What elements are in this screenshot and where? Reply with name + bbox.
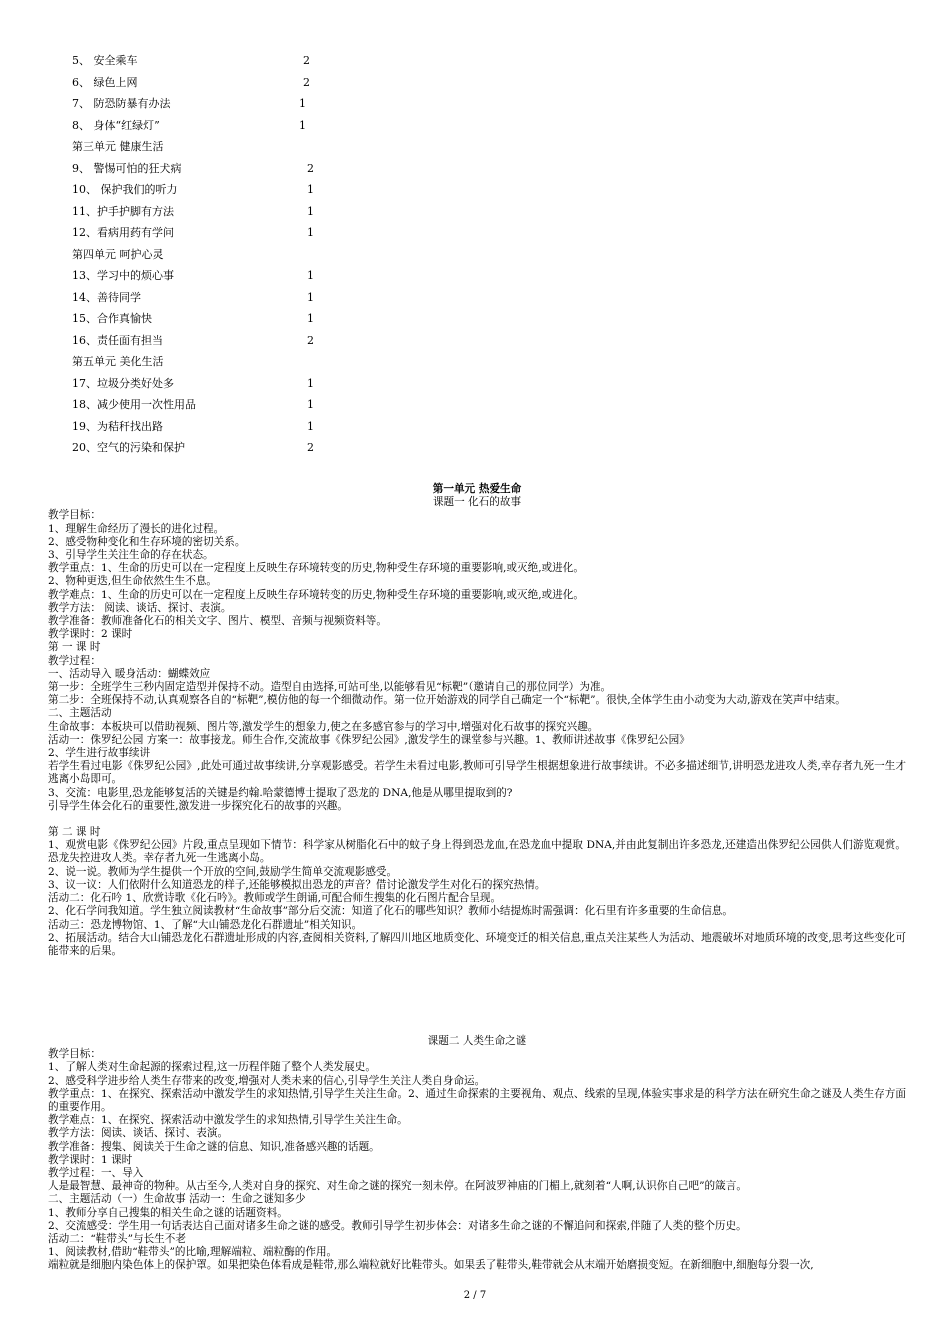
text-line: 第 二 课 时 bbox=[48, 826, 101, 839]
toc-item bbox=[72, 118, 372, 140]
toc-item bbox=[72, 182, 372, 204]
toc-item-title: 8、 身体“红绿灯” bbox=[72, 118, 160, 132]
text-line: 3、交流：电影里,恐龙能够复活的关键是约翰.哈蒙德博士提取了恐龙的 DNA,他是从哪里提取到的? bbox=[48, 786, 513, 799]
toc-item bbox=[72, 419, 372, 441]
text-line: 2、说一说。教师为学生提供一个开放的空间,鼓励学生简单交流观影感受。 bbox=[48, 865, 398, 878]
toc-item-hours: 1 bbox=[307, 226, 314, 239]
lesson-two-section bbox=[48, 1035, 906, 1273]
page-number: 2 / 7 bbox=[463, 1290, 487, 1301]
text-line: 2、学生进行故事续讲 bbox=[48, 747, 151, 760]
toc-item-title: 17、垃圾分类好处多 bbox=[72, 376, 174, 390]
toc-item bbox=[72, 53, 372, 75]
text-line: 教学重点：1、在探究、探索活动中激发学生的求知热情,引导学生关注生命。2、通过生命探索的主要视角、观点、线索的呈现,体验实事求是的科学方法在研究生命之谜及人类生存方面的重要作用。 bbox=[48, 1087, 906, 1114]
text-line: 引导学生体会化石的重要性,激发进一步探究化石的故事的兴趣。 bbox=[48, 799, 348, 812]
toc-item-title: 第五单元 美化生活 bbox=[72, 355, 164, 368]
text-line: 教学准备：教师准备化石的相关文字、图片、模型、音频与视频资料等。 bbox=[48, 615, 387, 628]
toc-item-hours: 2 bbox=[303, 75, 310, 89]
text-line: 2、感受科学进步给人类生存带来的改变,增强对人类未来的信心,引导学生关注人类自身命运。 bbox=[48, 1074, 486, 1087]
toc-item bbox=[72, 161, 372, 183]
toc-item-hours: 1 bbox=[307, 398, 314, 411]
lesson-one-part-two bbox=[48, 826, 906, 958]
text-line: 二、主题活动 bbox=[48, 707, 112, 720]
toc-item-title: 第三单元 健康生活 bbox=[72, 140, 164, 153]
toc-item-hours: 2 bbox=[307, 333, 314, 347]
text-line: 教学难点：1、在探究、探索活动中激发学生的求知热情,引导学生关注生命。 bbox=[48, 1114, 408, 1127]
toc-item bbox=[72, 354, 372, 376]
toc-item-hours: 1 bbox=[307, 376, 314, 390]
text-line: 第一步：全班学生三秒内固定造型并保持不动。造型自由选择,可站可坐,以能够看见“标靶”（邀请自己的那位同学）为准。 bbox=[48, 681, 612, 694]
text-line: 2、交流感受：学生用一句话表达自己面对诸多生命之谜的感受。教师引导学生初步体会：对诸多生命之谜的不懈追问和探索,伴随了人类的整个历史。 bbox=[48, 1219, 747, 1232]
toc-item-title: 10、 保护我们的听力 bbox=[72, 183, 178, 196]
toc-item-title: 7、 防恐防暴有办法 bbox=[72, 97, 171, 110]
toc-item bbox=[72, 440, 372, 462]
toc-item-title: 14、善待同学 bbox=[72, 290, 141, 304]
text-line: 教学方法：阅读、谈话、探讨、表演。 bbox=[48, 1127, 229, 1140]
lesson-two-title: 课题二 人类生命之谜 bbox=[427, 1035, 527, 1047]
lesson-two-body bbox=[48, 1048, 906, 1272]
toc-item-hours: 1 bbox=[307, 204, 314, 218]
toc-item-hours: 1 bbox=[307, 419, 314, 433]
text-line: 教学目标： bbox=[48, 509, 101, 522]
text-line: 1、理解生命经历了漫长的进化过程。 bbox=[48, 522, 225, 535]
text-line: 2、物种更迭,但生命依然生生不息。 bbox=[48, 575, 218, 588]
text-line: 活动二：“鞋带头”与长生不老 bbox=[48, 1233, 186, 1246]
text-line: 教学准备：搜集、阅读关于生命之谜的信息、知识,准备感兴趣的话题。 bbox=[48, 1140, 380, 1153]
toc-item-hours: 1 bbox=[307, 183, 314, 196]
text-line: 教学过程：一、导入 bbox=[48, 1167, 144, 1180]
text-line: 1、观赏电影《侏罗纪公园》片段,重点呈现如下情节：科学家从树脂化石中的蚊子身上得到恐龙血,在恐龙血中提取 DNA,并由此复制出许多恐龙,还建造出侏罗纪公园供人们游览观赏。恐龙失控进攻人类。幸存者九死一生逃离小岛。 bbox=[48, 839, 906, 865]
text-line: 第 一 课 时 bbox=[48, 641, 101, 654]
toc-item bbox=[72, 247, 372, 269]
lesson-one-part-one bbox=[48, 509, 906, 813]
text-line: 1、阅读教材,借助“鞋带头”的比喻,理解端粒、端粒酶的作用。 bbox=[48, 1246, 338, 1259]
text-line: 活动二：化石吟 1、欣赏诗歌《化石吟》。教师或学生朗诵,可配合师生搜集的化石图片配合呈现。 bbox=[48, 892, 502, 905]
toc-item-title: 第四单元 呵护心灵 bbox=[72, 247, 164, 261]
toc-item bbox=[72, 75, 372, 97]
toc-item-hours: 2 bbox=[303, 54, 310, 67]
toc-item bbox=[72, 333, 372, 355]
toc-item-title: 11、护手护脚有方法 bbox=[72, 204, 174, 218]
text-line: 第二步：全班保持不动,认真观察各自的“标靶”,模仿他的每一个细微动作。第一位开始游戏的同学自己确定一个“标靶”。很快,全体学生由小动变为大动,游戏在笑声中结束。 bbox=[48, 694, 846, 707]
unit-title: 第一单元 热爱生命 bbox=[432, 483, 522, 495]
text-line: 2、感受物种变化和生存环境的密切关系。 bbox=[48, 535, 246, 548]
toc-item-hours: 1 bbox=[307, 290, 314, 304]
toc-item-title: 20、空气的污染和保护 bbox=[72, 441, 185, 454]
text-line: 2、化石学问我知道。学生独立阅读教材“生命故事”部分后交流：知道了化石的哪些知识？教师小结提炼时需强调：化石里有许多重要的生命信息。 bbox=[48, 905, 733, 918]
text-line: 生命故事：本板块可以借助视频、图片等,激发学生的想象力,使之在多感官参与的学习中,增强对化石故事的探究兴趣。 bbox=[48, 720, 599, 733]
toc-item bbox=[72, 139, 372, 161]
toc-item-hours: 1 bbox=[307, 312, 314, 325]
text-line: 教学重点：1、生命的历史可以在一定程度上反映生存环境转变的历史,物种受生存环境的重要影响,或灭绝,或进化。 bbox=[48, 562, 584, 575]
toc-list bbox=[72, 53, 372, 462]
toc-item-title: 9、 警惕可怕的狂犬病 bbox=[72, 161, 182, 175]
text-line: 活动三：恐龙博物馆、1、了解“大山铺恐龙化石群遗址”相关知识。 bbox=[48, 918, 363, 931]
text-line: 教学目标： bbox=[48, 1048, 101, 1061]
text-line: 教学方法： 阅读、谈话、探讨、表演。 bbox=[48, 601, 232, 614]
toc-item-hours: 2 bbox=[307, 161, 314, 175]
toc-item bbox=[72, 268, 372, 290]
toc-item bbox=[72, 225, 372, 247]
toc-item-title: 16、责任面有担当 bbox=[72, 333, 163, 347]
toc-item-hours: 2 bbox=[307, 441, 314, 454]
text-line: 1、了解人类对生命起源的探索过程,这一历程伴随了整个人类发展史。 bbox=[48, 1061, 376, 1074]
lesson-one-title: 课题一 化石的故事 bbox=[432, 496, 522, 509]
text-line: 一、活动导入 暖身活动：蝴蝶效应 bbox=[48, 667, 211, 680]
text-line: 端粒就是细胞内染色体上的保护罩。如果把染色体看成是鞋带,那么端粒就好比鞋带头。如果丢了鞋带头,鞋带就会从末端开始磨损变短。在新细胞中,细胞每分裂一次, bbox=[48, 1259, 814, 1272]
lesson-one-section bbox=[48, 483, 906, 958]
toc-item-title: 13、学习中的烦心事 bbox=[72, 269, 174, 282]
toc-item bbox=[72, 204, 372, 226]
text-line: 二、主题活动（一）生命故事 活动一：生命之谜知多少 bbox=[48, 1193, 306, 1206]
text-line: 2、拓展活动。结合大山铺恐龙化石群遗址形成的内容,查阅相关资料,了解四川地区地质变化、环境变迁的相关信息,重点关注某些人为活动、地震破坏对地质环境的改变,思考这些变化可能带来的后果。 bbox=[48, 931, 906, 957]
toc-item-title: 12、看病用药有学问 bbox=[72, 226, 174, 239]
toc-item-title: 19、为秸秆找出路 bbox=[72, 419, 163, 433]
text-line: 3、引导学生关注生命的存在状态。 bbox=[48, 549, 214, 562]
text-line: 活动一：侏罗纪公园 方案一：故事接龙。师生合作,交流故事《侏罗纪公园》,激发学生的课堂参与兴趣。1、教师讲述故事《侏罗纪公园》 bbox=[48, 733, 690, 746]
toc-item-hours: 1 bbox=[299, 118, 306, 132]
toc-item bbox=[72, 311, 372, 333]
text-line: 1、教师分享自己搜集的相关生命之谜的话题资料。 bbox=[48, 1206, 288, 1219]
toc-item-title: 15、合作真愉快 bbox=[72, 312, 152, 325]
toc-item bbox=[72, 376, 372, 398]
toc-item bbox=[72, 397, 372, 419]
text-line: 教学过程： bbox=[48, 654, 101, 667]
toc-item bbox=[72, 96, 372, 118]
toc-item-hours: 1 bbox=[307, 269, 314, 282]
toc-item-title: 6、 绿色上网 bbox=[72, 75, 138, 89]
toc-item-title: 18、减少使用一次性用品 bbox=[72, 398, 196, 411]
text-line: 3、议一议：人们依附什么知道恐龙的样子,还能够模拟出恐龙的声音？借讨论激发学生对化石的探究热情。 bbox=[48, 878, 546, 891]
text-line: 教学课时：1 课时 bbox=[48, 1153, 133, 1166]
text-line: 若学生看过电影《侏罗纪公园》,此处可通过故事续讲,分享观影感受。若学生未看过电影,教师可引导学生根据想象进行故事续讲。不必多描述细节,讲明恐龙进攻人类,幸存者九死一生才逃离小岛即可。 bbox=[48, 760, 906, 786]
toc-item-hours: 1 bbox=[299, 97, 306, 110]
text-line: 人是最智慧、最神奇的物种。从古至今,人类对自身的探究、对生命之谜的探究一刻未停。在阿波罗神庙的门楣上,就刻着“人啊,认识你自己吧”的箴言。 bbox=[48, 1180, 747, 1193]
text-line: 教学难点：1、生命的历史可以在一定程度上反映生存环境转变的历史,物种受生存环境的重要影响,或灭绝,或进化。 bbox=[48, 588, 584, 601]
toc-item-title: 5、 安全乘车 bbox=[72, 54, 138, 67]
toc-item bbox=[72, 290, 372, 312]
text-line: 教学课时：2 课时 bbox=[48, 628, 133, 641]
